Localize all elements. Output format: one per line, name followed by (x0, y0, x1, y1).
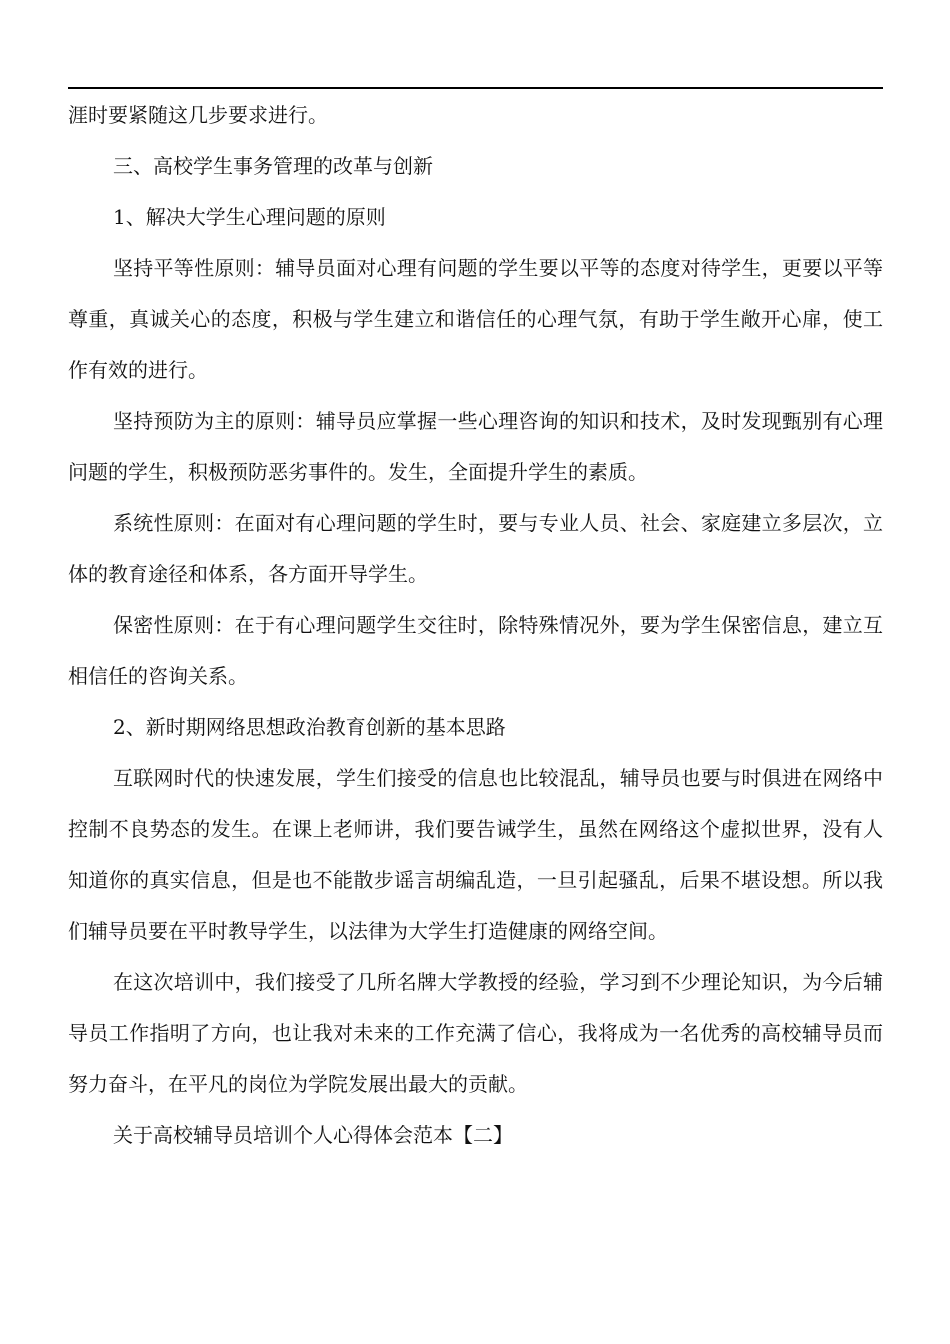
next-article-title: 关于高校辅导员培训个人心得体会范本【二】 (113, 1123, 513, 1147)
paragraph-conclusion: 在这次培训中，我们接受了几所名牌大学教授的经验，学习到不少理论知识，为今后辅导员工作指明了方向，也让我对未来的工作充满了信心，我将成为一名优秀的高校辅导员而努力奋斗，在平凡的岗位为学院发展出最大的贡献。 (68, 970, 883, 1096)
document-body (68, 90, 883, 1161)
section-heading: 三、高校学生事务管理的改革与创新 (113, 154, 433, 178)
paragraph-confidentiality-principle: 保密性原则：在于有心理问题学生交往时，除特殊情况外，要为学生保密信息，建立互相信任的咨询关系。 (68, 613, 883, 688)
paragraph-equality-principle: 坚持平等性原则：辅导员面对心理有问题的学生要以平等的态度对待学生，更要以平等尊重，真诚关心的态度，积极与学生建立和谐信任的心理气氛，有助于学生敞开心扉，使工作有效的进行。 (68, 256, 883, 382)
continuation-text: 涯时要紧随这几步要求进行。 (68, 103, 328, 127)
subsection-heading-1: 1、解决大学生心理问题的原则 (113, 205, 386, 229)
paragraph-prevention-principle: 坚持预防为主的原则：辅导员应掌握一些心理咨询的知识和技术，及时发现甄别有心理问题的学生，积极预防恶劣事件的。发生，全面提升学生的素质。 (68, 409, 883, 484)
paragraph-system-principle: 系统性原则：在面对有心理问题的学生时，要与专业人员、社会、家庭建立多层次，立体的教育途径和体系，各方面开导学生。 (68, 511, 883, 586)
subsection-heading-2: 2、新时期网络思想政治教育创新的基本思路 (113, 715, 506, 739)
header-rule (68, 87, 883, 89)
paragraph-internet: 互联网时代的快速发展，学生们接受的信息也比较混乱，辅导员也要与时俱进在网络中控制不良势态的发生。在课上老师讲，我们要告诫学生，虽然在网络这个虚拟世界，没有人知道你的真实信息，但是也不能散步谣言胡编乱造，一旦引起骚乱，后果不堪设想。所以我们辅导员要在平时教导学生，以法律为大学生打造健康的网络空间。 (68, 766, 883, 943)
